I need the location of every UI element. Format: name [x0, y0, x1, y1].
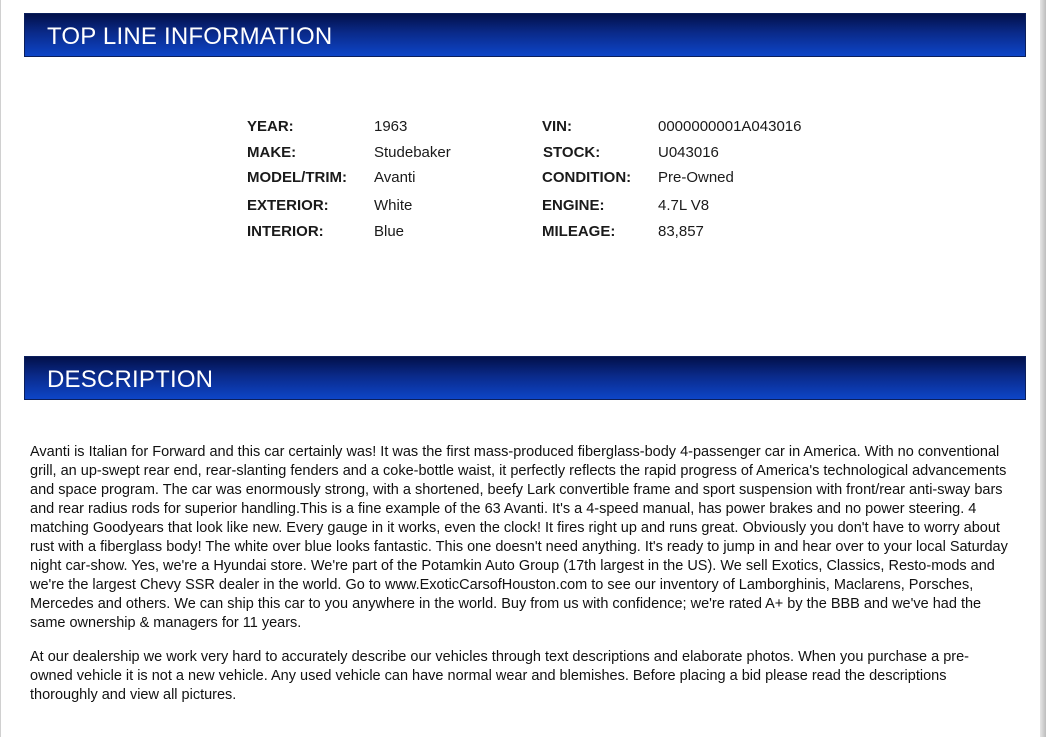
- spec-label-make: MAKE:: [247, 144, 297, 161]
- page-scroll-edge: [1040, 0, 1046, 737]
- spec-value-engine: 4.7L V8: [658, 197, 710, 214]
- spec-value-vin: 0000000001A043016: [658, 118, 802, 135]
- spec-value-exterior: White: [374, 197, 413, 214]
- spec-value-mileage: 83,857: [658, 223, 704, 240]
- description-title: DESCRIPTION: [47, 366, 214, 393]
- page-left-edge: [0, 0, 1, 737]
- spec-label-exterior: EXTERIOR:: [247, 197, 329, 214]
- spec-value-condition: Pre-Owned: [658, 169, 734, 186]
- spec-label-vin: VIN:: [542, 118, 572, 135]
- spec-label-stock: STOCK:: [543, 144, 601, 161]
- spec-value-stock: U043016: [658, 144, 719, 161]
- top-line-title: TOP LINE INFORMATION: [47, 23, 333, 50]
- spec-label-interior: INTERIOR:: [247, 223, 324, 240]
- top-line-header: [24, 13, 1026, 57]
- description-paragraph-disclaimer: At our dealership we work very hard to accurately describe our vehicles through text descriptions and elaborate photos. When you purchase a pre-owned vehicle it is not a new vehicle. Any used vehicle can have normal wear and blemishes. Before placing a bid please read the descriptions thoroughly and view all pictures.: [30, 649, 969, 703]
- spec-value-model-trim: Avanti: [374, 169, 416, 186]
- spec-value-interior: Blue: [374, 223, 405, 240]
- spec-label-condition: CONDITION:: [542, 169, 632, 186]
- spec-label-model-trim: MODEL/TRIM:: [247, 169, 347, 186]
- spec-value-make: Studebaker: [374, 144, 451, 161]
- spec-label-mileage: MILEAGE:: [542, 223, 616, 240]
- spec-label-year: YEAR:: [247, 118, 294, 135]
- description-paragraph-main: Avanti is Italian for Forward and this car certainly was! It was the first mass-produced fiberglass-body 4-passenger car in America. With no conventional grill, an up-swept rear end, rear-slanting fenders and a coke-bottle waist, it perfectly reflects the rapid progress of America's technological advancements and space program. The car was enormously strong, with a shortened, beefy Lark convertible frame and sport suspension with front/rear anti-sway bars and rear radius rods for superior handling.This is a fine example of the 63 Avanti. It's a 4-speed manual, has power brakes and no power steering. 4 matching Goodyears that look like new. Every gauge in it works, even the clock! It fires right up and runs great. Obviously you don't have to worry about rust with a fiberglass body! The white over blue looks fantastic. This one doesn't need anything. It's ready to jump in and hear over to your local Saturday night car-show. Yes, we're a Hyundai store. We're part of the Potamkin Auto Group (17th largest in the US). We sell Exotics, Classics, Resto-mods and we're the largest Chevy SSR dealer in the world. Go to www.ExoticCarsofHouston.com to see our inventory of Lamborghinis, Maclarens, Porsches, Mercedes and others. We can ship this car to you anywhere in the world. Buy from us with confidence; we're rated A+ by the BBB and we've had the same ownership & managers for 11 years.: [30, 444, 1008, 631]
- spec-value-year: 1963: [374, 118, 408, 135]
- spec-label-engine: ENGINE:: [542, 197, 605, 214]
- description-header: [24, 356, 1026, 400]
